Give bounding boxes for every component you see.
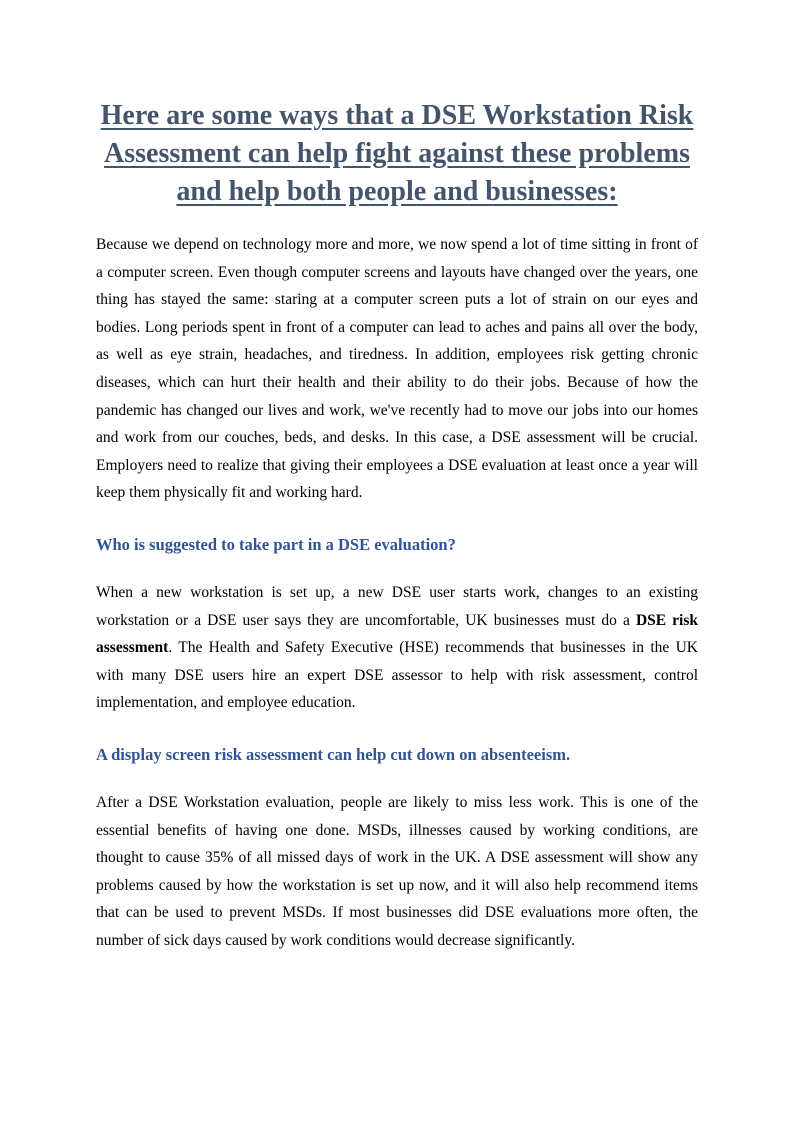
- section-heading-dse-evaluation: Who is suggested to take part in a DSE evaluation?: [96, 534, 456, 554]
- section-heading-absenteeism: A display screen risk assessment can help cut down on absenteeism.: [96, 744, 571, 764]
- paragraph-text-before-bold: When a new workstation is set up, a new DSE user starts work, changes to an existing workstation or a DSE user says they are uncomfortable, UK businesses must do a: [96, 583, 698, 629]
- page-title: Here are some ways that a DSE Workstation Risk Assessment can help fight against these problems and help both people and businesses:: [100, 100, 694, 207]
- section-paragraph-absenteeism: After a DSE Workstation evaluation, people are likely to miss less work. This is one of the essential benefits of having one done. MSDs, illnesses caused by working conditions, are thought to cause 35% of all missed days of work in the UK. A DSE assessment will show any problems caused by how the workstation is set up now, and it will also help recommend items that can be used to prevent MSDs. If most businesses did DSE evaluations more often, the number of sick days caused by work conditions would decrease significantly.: [96, 793, 698, 949]
- bold-term-dse-risk-assessment: DSE risk assessment: [96, 611, 698, 657]
- paragraph-text-after-bold: . The Health and Safety Executive (HSE) recommends that businesses in the UK with many DSE users hire an expert DSE assessor to help with risk assessment, control implementation, and employee education.: [96, 639, 698, 712]
- intro-paragraph: Because we depend on technology more and more, we now spend a lot of time sitting in front of a computer screen. Even though computer screens and layouts have changed over the years, one thing has stayed the same: staring at a computer screen puts a lot of strain on our eyes and bodies. Long periods spent in front of a computer can lead to aches and pains all over the body, as well as eye strain, headaches, and tiredness. In addition, employees risk getting chronic diseases, which can hurt their health and their ability to do their jobs. Because of how the pandemic has changed our lives and work, we've recently had to move our jobs into our homes and work from our couches, beds, and desks. In this case, a DSE assessment will be crucial. Employers need to realize that giving their employees a DSE evaluation at least once a year will keep them physically fit and working hard.: [96, 236, 698, 502]
- section-paragraph-dse-evaluation: [96, 579, 698, 717]
